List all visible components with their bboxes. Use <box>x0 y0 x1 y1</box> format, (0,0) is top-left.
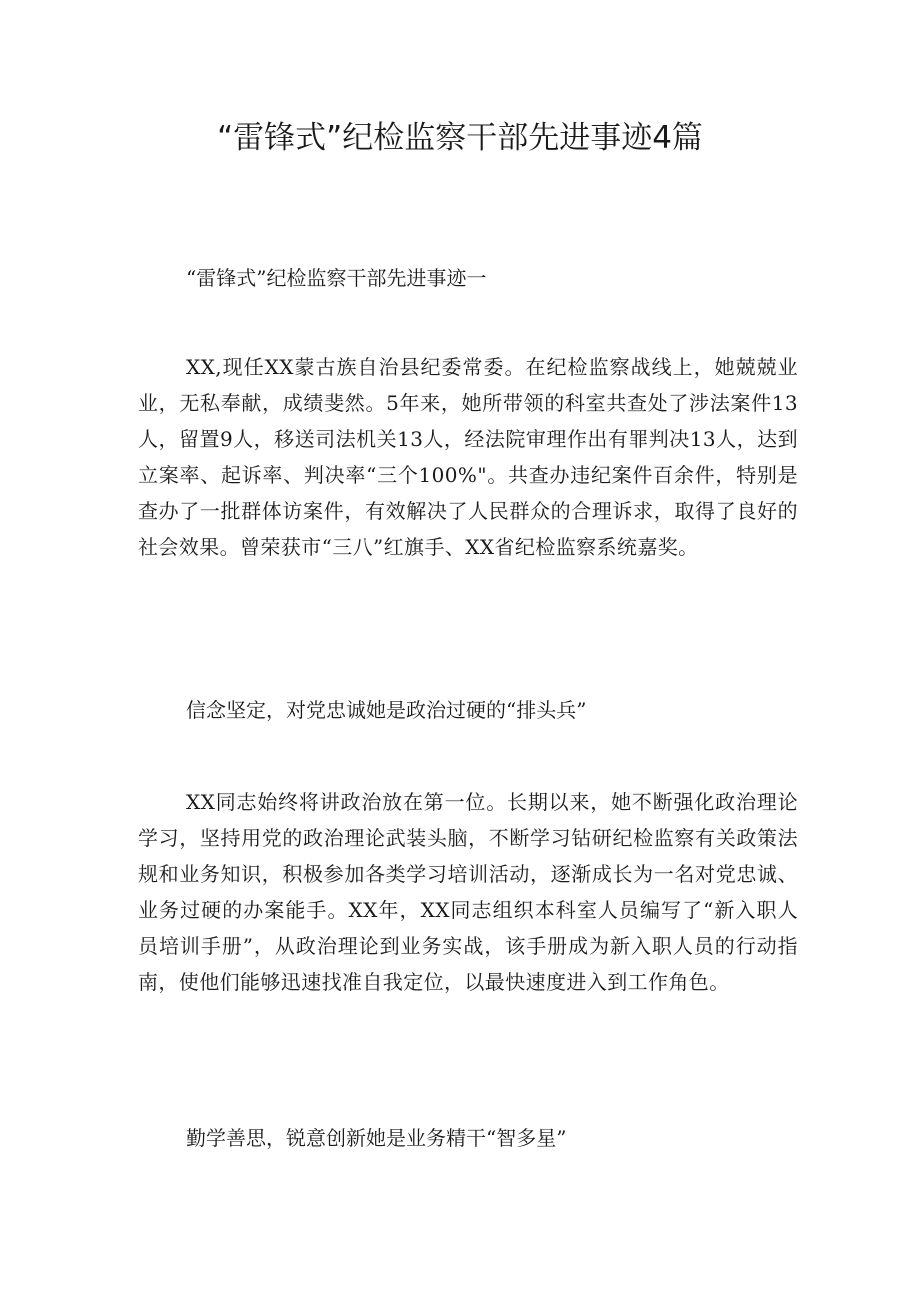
subheading-innovation: 勤学善思，锐意创新她是业务精干“智多星” <box>186 1126 567 1150</box>
paragraph-intro: XX,现任XX蒙古族自治县纪委常委。在纪检监察战线上，她兢兢业业，无私奉献，成绩斐然。5年来，她所带领的科室共查处了涉法案件13人，留置9人，移送司法机关13人，经法院审理作出有罪判决13人，达到立案率、起诉率、判决率“三个100%"。共查办违纪案件百余件，特别是查办了一批群体访案件，有效解决了人民群众的合理诉求，取得了良好的社会效果。曾荣获市“三八”红旗手、XX省纪检监察系统嘉奖。 <box>138 355 798 559</box>
subheading-political: 信念坚定，对党忠诚她是政治过硬的“排头兵” <box>186 698 587 722</box>
document-title: “雷锋式”纪检监察干部先进事迹4篇 <box>217 120 703 156</box>
paragraph-political: XX同志始终将讲政治放在第一位。长期以来，她不断强化政治理论学习，坚持用党的政治理论武装头脑，不断学习钻研纪检监察有关政策法规和业务知识，积极参加各类学习培训活动，逐渐成长为一名对党忠诚、业务过硬的办案能手。XX年，XX同志组织本科室人员编写了“新入职人员培训手册”，从政治理论到业务实战，该手册成为新入职人员的行动指南，使他们能够迅速找准自我定位，以最快速度进入到工作角色。 <box>138 790 798 994</box>
section-heading: “雷锋式”纪检监察干部先进事迹一 <box>186 266 487 290</box>
